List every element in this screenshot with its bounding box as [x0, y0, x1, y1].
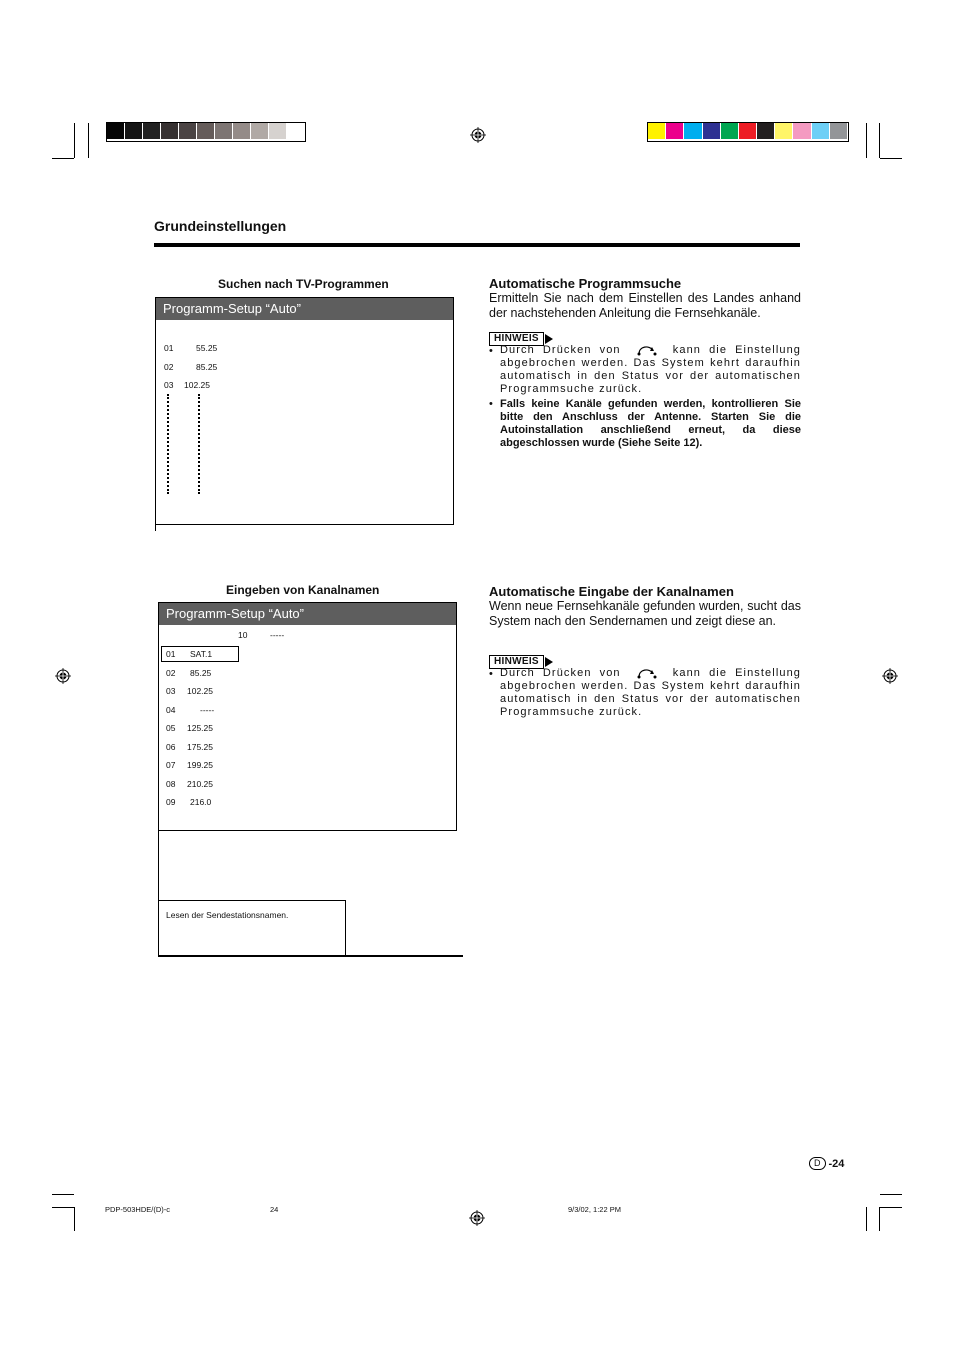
note-text	[500, 344, 801, 396]
crop-mark	[866, 1207, 867, 1231]
list-item	[166, 668, 211, 678]
screen-caption: Suchen nach TV-Programmen	[218, 277, 389, 291]
body-text: Ermitteln Sie nach dem Einstellen des Landes anhand der nachstehenden Anleitung die Fernsehkanäle.	[489, 291, 801, 320]
color-swatch	[812, 123, 830, 139]
color-strip	[647, 122, 849, 142]
color-swatch	[739, 123, 757, 139]
color-swatch	[793, 123, 811, 139]
color-swatch	[233, 123, 251, 139]
color-swatch	[830, 123, 848, 139]
crop-mark	[52, 158, 74, 159]
crop-mark	[52, 1207, 74, 1208]
list-item	[166, 649, 212, 659]
channel-name: SAT.1	[190, 649, 213, 659]
channel-name: -----	[270, 630, 285, 640]
page-number-text: -24	[828, 1157, 845, 1170]
crop-mark	[879, 1207, 880, 1231]
channel-frequency: 85.25	[196, 362, 218, 372]
channel-name: 85.25	[190, 667, 212, 678]
list-item	[238, 630, 284, 640]
bullet: •	[489, 345, 493, 357]
list-item	[166, 686, 213, 696]
color-swatch	[703, 123, 721, 139]
channel-name: 199.25	[187, 760, 213, 770]
bullet: •	[489, 668, 493, 680]
list-item	[166, 797, 211, 807]
registration-mark-icon	[470, 127, 486, 143]
note-text-before: Durch Drücken von	[500, 344, 621, 356]
color-swatch	[775, 123, 793, 139]
status-text: Lesen der Sendestationsnamen.	[166, 910, 289, 920]
color-swatch	[179, 123, 197, 139]
channel-number: 03	[166, 686, 176, 696]
crop-mark	[74, 123, 75, 158]
footer-date: 9/3/02, 1:22 PM	[568, 1205, 621, 1214]
channel-number: 10	[238, 630, 248, 640]
screen-edge	[158, 955, 463, 957]
heading-auto-search: Automatische Programmsuche	[489, 276, 682, 291]
arrow-icon	[545, 657, 553, 667]
channel-number: 02	[166, 667, 176, 678]
language-badge: D	[809, 1157, 826, 1170]
note-text-bold: Falls keine Kanäle gefunden werden, kontrollieren Sie bitte den Anschluss der Antenne. Starten Sie die Autoinstallation anschließend erneut, da diese abgeschlossen wurde (Siehe Seite 12).	[500, 398, 801, 449]
registration-mark-icon	[55, 668, 71, 684]
crop-mark	[880, 1207, 902, 1208]
list-item	[166, 705, 214, 715]
return-icon	[635, 667, 659, 679]
color-swatch	[721, 123, 739, 139]
channel-number: 04	[166, 704, 176, 715]
arrow-icon	[545, 334, 553, 344]
screen-title: Programm-Setup “Auto”	[156, 298, 453, 320]
osd-screen	[155, 297, 454, 525]
list-item	[164, 343, 217, 353]
section-title: Grundeinstellungen	[154, 218, 287, 234]
color-swatch	[648, 123, 666, 139]
continuation-dots	[198, 394, 202, 494]
color-swatch	[215, 123, 233, 139]
footer-file: PDP-503HDE/(D)-c	[105, 1205, 171, 1214]
color-swatch	[143, 123, 161, 139]
channel-name: 102.25	[187, 686, 213, 696]
status-box	[158, 900, 346, 956]
osd-screen	[158, 602, 457, 831]
channel-number: 07	[166, 760, 176, 770]
list-item	[166, 723, 213, 733]
registration-mark-icon	[882, 668, 898, 684]
note-text-after: kann die Einstellung abgebrochen werden. Das System kehrt daraufhin automatisch in den Status vor der automatischen Programmsuche zurück.	[500, 667, 802, 718]
color-swatch	[287, 123, 305, 139]
crop-mark	[88, 123, 89, 158]
channel-number: 03	[164, 380, 174, 390]
crop-mark	[74, 1207, 75, 1231]
channel-number: 06	[166, 741, 176, 752]
channel-number: 09	[166, 797, 176, 807]
hinweis-tag: HINWEIS	[489, 332, 544, 346]
list-item	[164, 380, 210, 390]
body-text: Wenn neue Fernsehkanäle gefunden wurden, sucht das System nach den Sendernamen und zeigt diese an.	[489, 599, 801, 628]
note-text-after: kann die Einstellung abgebrochen werden. Das System kehrt daraufhin automatisch in den Status vor der automatischen Programmsuche zurück.	[500, 344, 802, 395]
crop-mark	[880, 1194, 902, 1195]
channel-number: 01	[166, 649, 176, 659]
footer-page: 24	[270, 1205, 279, 1214]
channel-number: 01	[164, 343, 174, 353]
channel-number: 08	[166, 778, 176, 789]
channel-name: 125.25	[187, 723, 213, 733]
channel-frequency: 102.25	[184, 380, 210, 390]
grayscale-strip	[106, 122, 306, 142]
color-swatch	[251, 123, 269, 139]
color-swatch	[269, 123, 287, 139]
screen-edge	[155, 521, 156, 531]
channel-name: 210.25	[187, 778, 213, 789]
note-text	[500, 667, 801, 719]
return-icon	[635, 344, 659, 356]
bullet: •	[489, 398, 493, 410]
color-swatch	[757, 123, 775, 139]
channel-frequency: 55.25	[196, 343, 218, 353]
screen-caption: Eingeben von Kanalnamen	[226, 583, 380, 597]
hinweis-tag: HINWEIS	[489, 655, 544, 669]
channel-name: 175.25	[187, 741, 213, 752]
color-swatch	[161, 123, 179, 139]
crop-mark	[866, 123, 867, 158]
screen-title: Programm-Setup “Auto”	[159, 603, 456, 625]
channel-number: 02	[164, 362, 174, 372]
color-swatch	[684, 123, 702, 139]
section-rule	[154, 243, 800, 247]
color-swatch	[197, 123, 215, 139]
continuation-dots	[167, 394, 171, 494]
color-swatch	[666, 123, 684, 139]
channel-name: -----	[200, 704, 215, 715]
heading-auto-names: Automatische Eingabe der Kanalnamen	[489, 584, 734, 599]
list-item	[166, 742, 213, 752]
list-item	[166, 760, 213, 770]
list-item	[164, 362, 217, 372]
registration-mark-icon	[469, 1210, 485, 1226]
list-item	[166, 779, 213, 789]
channel-number: 05	[166, 723, 176, 733]
color-swatch	[125, 123, 143, 139]
crop-mark	[880, 158, 902, 159]
color-swatch	[107, 123, 125, 139]
channel-name: 216.0	[190, 797, 212, 807]
crop-mark	[879, 123, 880, 158]
note-text-before: Durch Drücken von	[500, 667, 621, 679]
screen-edge	[158, 829, 159, 956]
page-number	[809, 1157, 844, 1170]
crop-mark	[52, 1194, 74, 1195]
